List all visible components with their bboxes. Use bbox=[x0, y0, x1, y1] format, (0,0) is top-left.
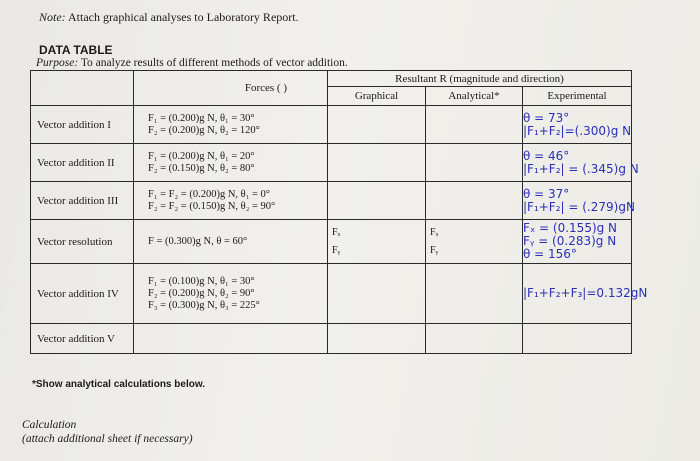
row-label: Vector addition II bbox=[31, 144, 134, 182]
fy-label: Fᵧ bbox=[332, 244, 341, 256]
force-line: F₂ = F₂ = (0.150)g N, θ₂ = 90° bbox=[148, 200, 276, 212]
experimental-cell[interactable] bbox=[523, 144, 639, 182]
force-line: F₂ = (0.200)g N, θ₂ = 90° bbox=[148, 287, 255, 299]
graphical-cell[interactable] bbox=[328, 220, 426, 264]
data-table-title: DATA TABLE bbox=[39, 43, 113, 57]
analytical-cell[interactable] bbox=[426, 182, 523, 220]
header-resultant: Resultant R (magnitude and direction) bbox=[328, 71, 632, 87]
calculation-title: Calculation bbox=[22, 419, 77, 431]
handwritten-value: |F₁+F₂|=(.300)g N bbox=[523, 123, 632, 138]
graphical-cell[interactable] bbox=[328, 106, 426, 144]
fy-label: Fᵧ bbox=[430, 244, 439, 256]
handwritten-value: |F₁+F₂+F₃|=0.132gN bbox=[523, 286, 648, 300]
handwritten-value: θ = 73° bbox=[523, 110, 570, 125]
table-row bbox=[31, 182, 632, 220]
table-row bbox=[31, 264, 632, 324]
handwritten-value: θ = 37° bbox=[523, 186, 570, 201]
experimental-cell[interactable] bbox=[523, 220, 632, 264]
header-label-cell bbox=[31, 71, 134, 106]
graphical-cell[interactable] bbox=[328, 264, 426, 324]
fx-label: Fₓ bbox=[430, 226, 439, 238]
purpose-text: To analyze results of different methods of vector addition. bbox=[78, 57, 348, 69]
force-line: F₃ = (0.300)g N, θ₃ = 225° bbox=[148, 299, 260, 311]
forces-cell bbox=[134, 264, 328, 324]
row-label: Vector addition I bbox=[31, 106, 134, 144]
experimental-cell[interactable] bbox=[523, 106, 632, 144]
forces-cell bbox=[134, 144, 328, 182]
handwritten-value: |F₁+F₂| = (.279)gN bbox=[523, 199, 635, 214]
experimental-cell[interactable] bbox=[523, 324, 632, 354]
header-experimental: Experimental bbox=[523, 87, 632, 106]
table-row bbox=[31, 324, 632, 354]
fx-label: Fₓ bbox=[332, 226, 341, 238]
graphical-cell[interactable] bbox=[328, 182, 426, 220]
row-label: Vector addition III bbox=[31, 182, 134, 220]
table-row bbox=[31, 220, 632, 264]
force-line: F = (0.300)g N, θ = 60° bbox=[148, 235, 248, 247]
footnote: *Show analytical calculations below. bbox=[32, 379, 206, 390]
forces-cell bbox=[134, 106, 328, 144]
handwritten-value: θ = 46° bbox=[523, 148, 570, 163]
table-row bbox=[31, 144, 632, 182]
row-label: Vector resolution bbox=[31, 220, 134, 264]
handwritten-value: Fᵧ = (0.283)g N bbox=[523, 234, 617, 248]
force-line: F₂ = (0.200)g N, θ₂ = 120° bbox=[148, 124, 260, 136]
header-graphical: Graphical bbox=[328, 87, 426, 106]
calculation-block bbox=[22, 418, 193, 446]
row-label: Vector addition IV bbox=[31, 264, 134, 324]
note-prefix: Note: bbox=[39, 10, 66, 24]
note-text: Attach graphical analyses to Laboratory Report. bbox=[65, 10, 299, 24]
graphical-cell[interactable] bbox=[328, 144, 426, 182]
analytical-cell[interactable] bbox=[426, 144, 523, 182]
calculation-subtitle: (attach additional sheet if necessary) bbox=[22, 433, 193, 445]
forces-cell bbox=[134, 220, 328, 264]
forces-cell bbox=[134, 324, 328, 354]
purpose-prefix: Purpose: bbox=[36, 57, 79, 69]
forces-cell bbox=[134, 182, 328, 220]
experimental-cell[interactable] bbox=[523, 264, 648, 324]
purpose-line bbox=[36, 57, 348, 69]
data-table bbox=[30, 70, 648, 354]
graphical-cell[interactable] bbox=[328, 324, 426, 354]
header-forces: Forces ( ) bbox=[134, 71, 328, 106]
force-line: F₁ = (0.200)g N, θ₁ = 30° bbox=[148, 112, 255, 124]
analytical-cell[interactable] bbox=[426, 264, 523, 324]
analytical-cell[interactable] bbox=[426, 220, 523, 264]
force-line: F₁ = F₂ = (0.200)g N, θ₁ = 0° bbox=[148, 188, 270, 200]
analytical-cell[interactable] bbox=[426, 106, 523, 144]
table-row bbox=[31, 106, 632, 144]
handwritten-value: θ = 156° bbox=[523, 247, 577, 261]
force-line: F₁ = (0.100)g N, θ₁ = 30° bbox=[148, 275, 255, 287]
note-line bbox=[39, 10, 299, 25]
force-line: F₂ = (0.150)g N, θ₂ = 80° bbox=[148, 162, 255, 174]
handwritten-value: |F₁+F₂| = (.345)g N bbox=[523, 161, 639, 176]
row-label: Vector addition V bbox=[31, 324, 134, 354]
force-line: F₁ = (0.200)g N, θ₁ = 20° bbox=[148, 150, 255, 162]
analytical-cell[interactable] bbox=[426, 324, 523, 354]
handwritten-value: Fₓ = (0.155)g N bbox=[523, 221, 618, 235]
header-analytical: Analytical* bbox=[426, 87, 523, 106]
experimental-cell[interactable] bbox=[523, 182, 635, 220]
